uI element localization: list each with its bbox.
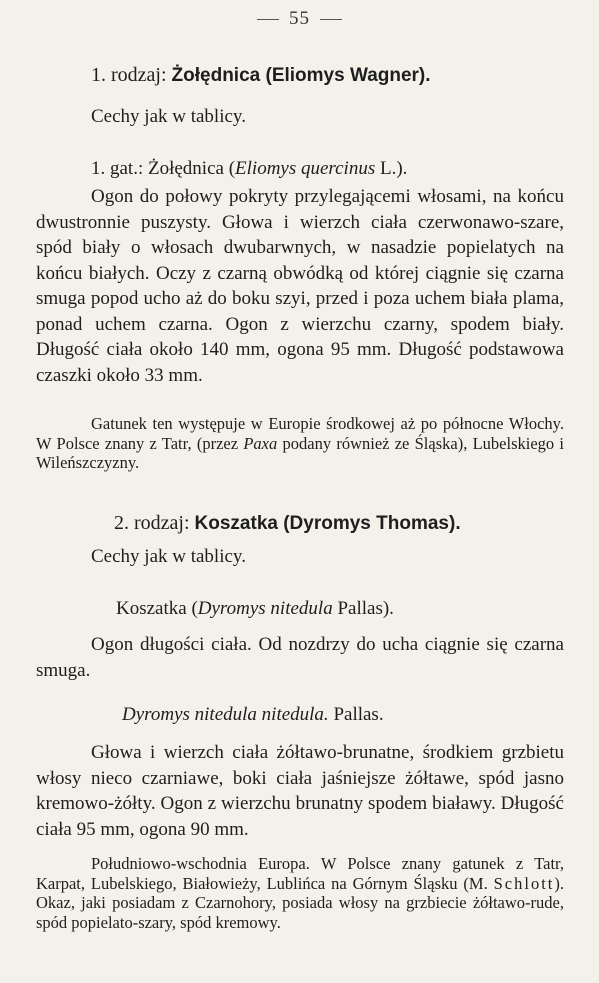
- note-collector-schlott: Schlott: [493, 873, 555, 893]
- species2-description: Ogon długości ciała. Od nozdrzy do ucha ciągnie się czarna smuga.: [36, 634, 564, 681]
- genus1-heading: [36, 62, 599, 89]
- genus1-number: 1. rodzaj:: [91, 64, 167, 86]
- subspecies-heading: Dyromys nitedula nitedula. Pallas.: [122, 704, 384, 725]
- genus2-traits: Cechy jak w tablicy.: [91, 546, 246, 567]
- subspecies-description: Głowa i wierzch ciała żółtawo-brunatne, środkiem grzbietu włosy nieco czarniawe, boki ciała jaśniejsze żółtawe, spód jasno kremowo-żółty. Ogon z wierzchu brunatny spodem białawy. Długość ciała 95 mm, ogona 90 mm.: [36, 742, 564, 840]
- page-number: 55: [0, 8, 599, 30]
- note-author-paxa: Paxa: [243, 433, 278, 453]
- genus2-name: Koszatka (Dyromys Thomas).: [194, 513, 461, 534]
- genus1-traits: Cechy jak w tablicy.: [91, 106, 246, 127]
- species1-heading: 1. gat.: Żołędnica (Eliomys quercinus L.).: [91, 158, 408, 179]
- genus2-number: 2. rodzaj:: [114, 512, 190, 534]
- subspecies-note: Południowo-wschodnia Europa. W Polsce znany gatunek z Tatr, Karpat, Lubelskiego, Białowieży, Lublińca na Górnym Śląsku (M. Schlott). Okaz, jaki posiadam z Czarnohory, posiada włosy na grzbiecie żółtawo-rude, spód popielato-szary, spód kremowy.: [36, 854, 564, 932]
- species1-note: Gatunek ten występuje w Europie środkowej aż po północne Włochy. W Polsce znany z Tatr, (przez Paxa podany również ze Śląska), Lubelskiego i Wileńszczyzny.: [36, 414, 564, 472]
- species2-heading: Koszatka (Dyromys nitedula Pallas).: [116, 598, 394, 619]
- dash-left: [257, 19, 279, 20]
- genus1-name: Żołędnica (Eliomys Wagner).: [171, 65, 431, 86]
- species1-latin: Eliomys quercinus: [235, 158, 376, 179]
- dash-right: [320, 19, 342, 20]
- subspecies-latin: Dyromys nitedula nitedula.: [122, 704, 329, 725]
- species2-latin: Dyromys nitedula: [197, 598, 333, 619]
- species1-description: Ogon do połowy pokryty przylegającemi włosami, na końcu dwustronnie puszysty. Głowa i wierzch ciała czerwonawo-szare, spód biały o włosach dwubarwnych, w nasadzie popielatych na końcu białych. Oczy z czarną obwódką od której ciągnie się czarna smuga popod ucho aż do boku szyi, przed i poza uchem biała plama, ponad uchem czarna. Ogon z wierzchu czarny, spodem biały. Długość ciała około 140 mm, ogona 95 mm. Długość podstawowa czaszki około 33 mm.: [36, 186, 564, 386]
- genus2-heading: [36, 510, 599, 537]
